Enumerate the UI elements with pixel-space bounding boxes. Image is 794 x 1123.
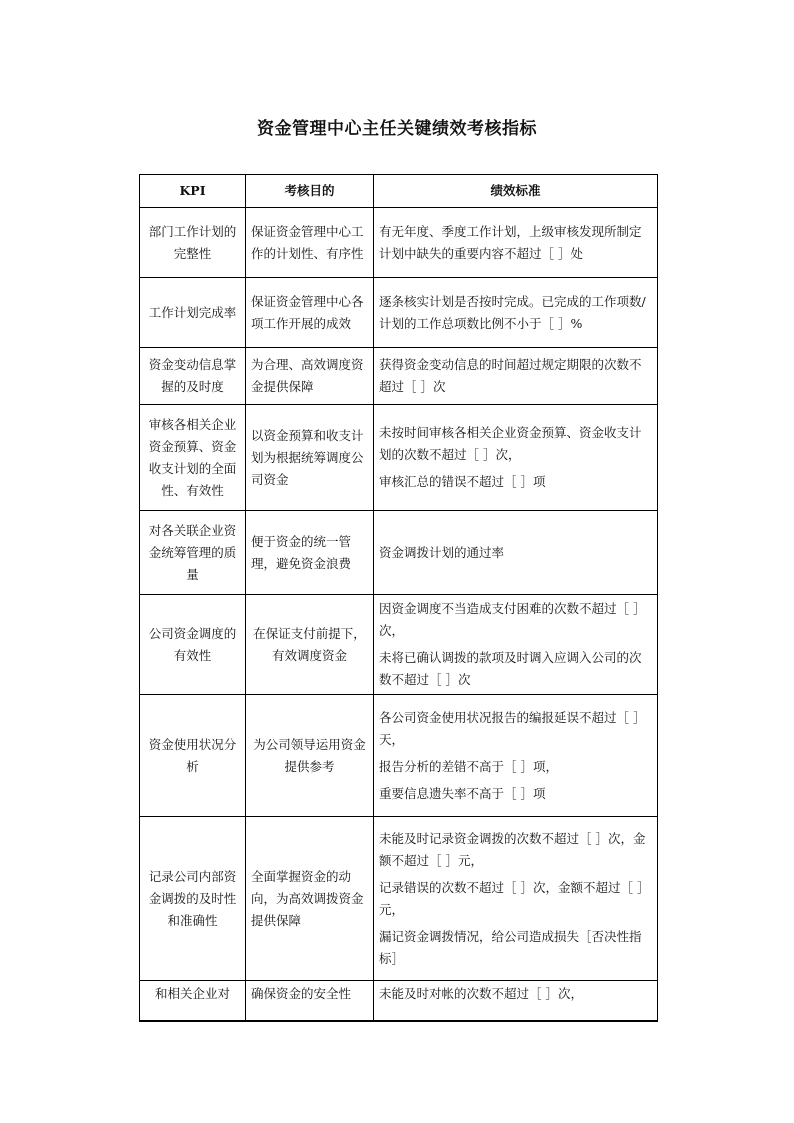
standard-item: 因资金调度不当造成支付困难的次数不超过［ ］次， bbox=[379, 601, 646, 638]
standard-item: 各公司资金使用状况报告的编报延误不超过［ ］天， bbox=[379, 709, 646, 747]
kpi-cell: 记录公司内部资金调拨的及时性和准确性 bbox=[140, 817, 246, 981]
standard-cell bbox=[374, 817, 658, 981]
purpose-cell: 确保资金的安全性 bbox=[246, 981, 374, 1021]
standard-cell bbox=[374, 595, 658, 695]
table-row bbox=[140, 405, 658, 511]
standard-item: 审核汇总的错误不超过［ ］项 bbox=[379, 474, 546, 489]
standard-item: 未能及时对帐的次数不超过［ ］次， bbox=[379, 986, 583, 1001]
table-row bbox=[140, 695, 658, 817]
table-row bbox=[140, 817, 658, 981]
standard-item: 未能及时记录资金调拨的次数不超过［ ］次，金额不超过［ ］元， bbox=[379, 830, 646, 868]
table-row bbox=[140, 208, 658, 278]
purpose-cell: 在保证支付前提下，有效调度资金 bbox=[246, 595, 374, 695]
table-header-row bbox=[140, 175, 658, 208]
standard-cell bbox=[374, 278, 658, 348]
purpose-cell: 保证资金管理中心各项工作开展的成效 bbox=[246, 278, 374, 348]
standard-item: 报告分析的差错不高于［ ］项， bbox=[379, 758, 558, 774]
standard-item: 逐条核实计划是否按时完成。已完成的工作项数/计划的工作总项数比例不小于［ ］% bbox=[379, 293, 646, 331]
kpi-cell: 和相关企业对 bbox=[140, 981, 246, 1021]
kpi-cell: 公司资金调度的有效性 bbox=[140, 595, 246, 695]
standard-item: 未将已确认调拨的款项及时调入应调入公司的次数不超过［ ］次 bbox=[379, 650, 642, 687]
table-row bbox=[140, 278, 658, 348]
standard-cell bbox=[374, 981, 658, 1021]
table-row bbox=[140, 981, 658, 1021]
header-purpose: 考核目的 bbox=[246, 175, 374, 208]
page-title: 资金管理中心主任关键绩效考核指标 bbox=[257, 119, 537, 139]
purpose-cell: 为合理、高效调度资金提供保障 bbox=[246, 348, 374, 405]
table-row bbox=[140, 348, 658, 405]
standard-item: 资金调拨计划的通过率 bbox=[379, 544, 505, 560]
header-standard: 绩效标准 bbox=[374, 175, 658, 208]
kpi-cell: 工作计划完成率 bbox=[140, 278, 246, 348]
header-kpi: KPI bbox=[140, 175, 246, 208]
standard-item: 重要信息遗失率不高于［ ］项 bbox=[379, 785, 546, 801]
kpi-cell: 对各关联企业资金统筹管理的质量 bbox=[140, 511, 246, 595]
standard-item: 有无年度、季度工作计划，上级审核发现所制定计划中缺失的重要内容不超过［ ］处 bbox=[379, 223, 642, 261]
kpi-cell: 审核各相关企业资金预算、资金收支计划的全面性、有效性 bbox=[140, 405, 246, 511]
table-row bbox=[140, 511, 658, 595]
standard-cell bbox=[374, 208, 658, 278]
standard-cell bbox=[374, 695, 658, 817]
kpi-cell: 资金使用状况分析 bbox=[140, 695, 246, 817]
kpi-cell: 资金变动信息掌握的及时度 bbox=[140, 348, 246, 405]
standard-cell bbox=[374, 405, 658, 511]
purpose-cell: 为公司领导运用资金提供参考 bbox=[246, 695, 374, 817]
standard-item: 漏记资金调拨情况，给公司造成损失［否决性指标］ bbox=[379, 928, 642, 966]
purpose-cell: 保证资金管理中心工作的计划性、有序性 bbox=[246, 208, 374, 278]
table-row bbox=[140, 595, 658, 695]
purpose-cell: 便于资金的统一管理，避免资金浪费 bbox=[246, 511, 374, 595]
standard-item: 获得资金变动信息的时间超过规定期限的次数不超过［ ］次 bbox=[379, 357, 642, 394]
standard-cell bbox=[374, 511, 658, 595]
standard-item: 未按时间审核各相关企业资金预算、资金收支计划的次数不超过［ ］次， bbox=[379, 425, 642, 462]
standard-item: 记录错误的次数不超过［ ］次，金额不超过［ ］元， bbox=[379, 879, 650, 917]
purpose-cell: 以资金预算和收支计划为根据统筹调度公司资金 bbox=[246, 405, 374, 511]
purpose-cell: 全面掌握资金的动向，为高效调拨资金提供保障 bbox=[246, 817, 374, 981]
kpi-table bbox=[139, 174, 658, 1022]
kpi-cell: 部门工作计划的完整性 bbox=[140, 208, 246, 278]
standard-cell bbox=[374, 348, 658, 405]
